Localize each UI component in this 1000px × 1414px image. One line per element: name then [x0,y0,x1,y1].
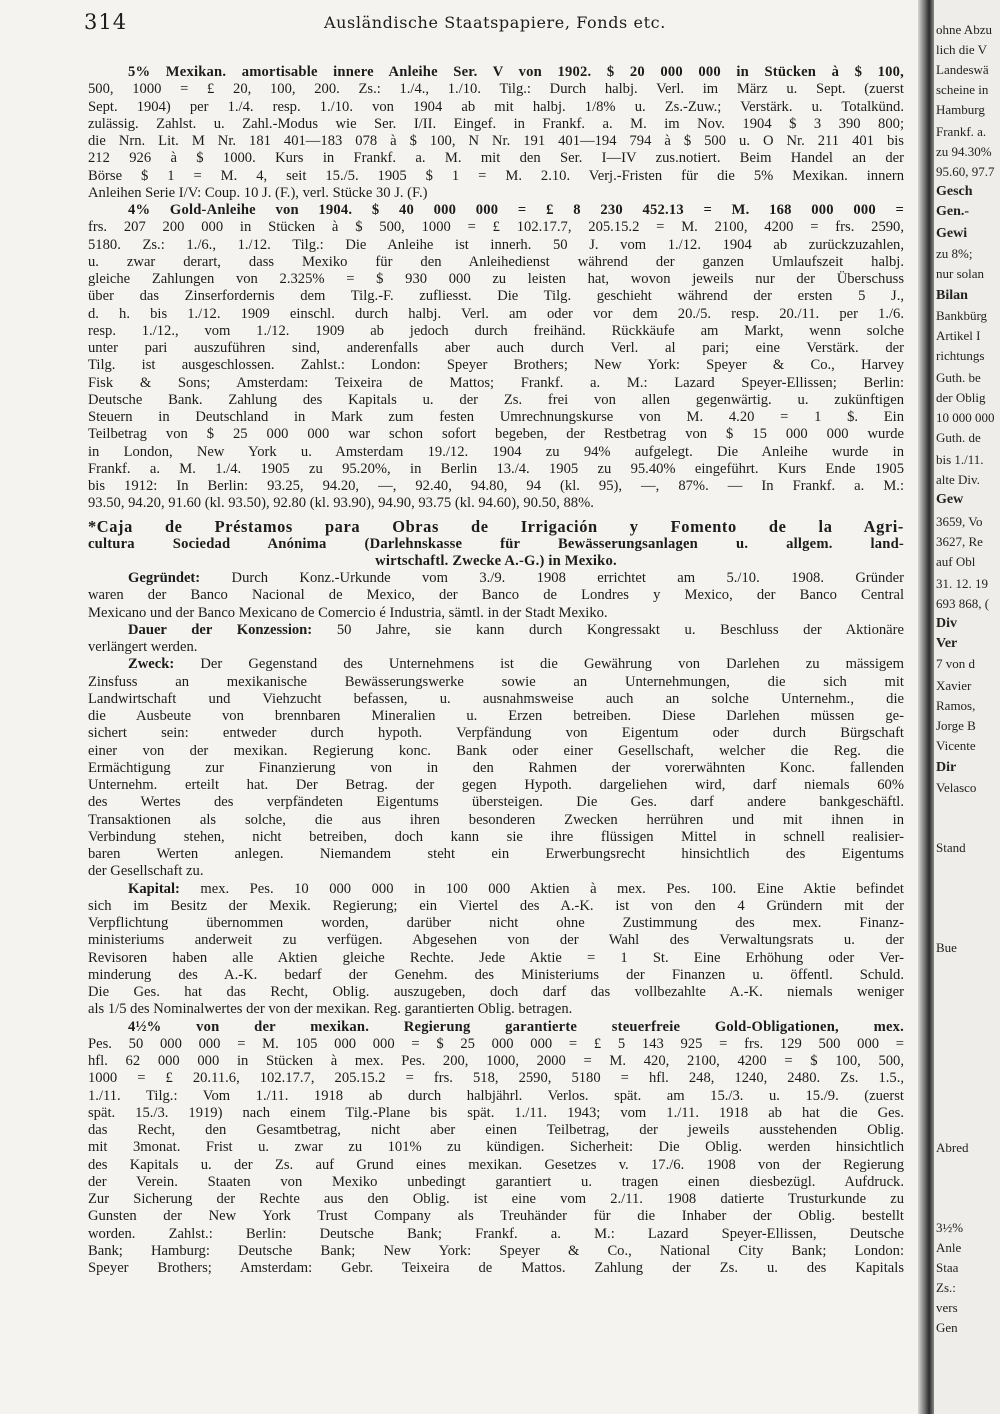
field-label: Zweck: [128,656,175,673]
text-line [88,1105,904,1122]
line-text: der Gesellschaft zu. [88,863,204,880]
text-line [88,1122,904,1139]
line-text: unter pari auszuführen sind, anderenfalls aber auch durch Verl. al pari; eine Verstärk. der [88,340,904,356]
line-text: der Verein. Staaten von Mexiko unbedingt garantiert u. tragen einen diesbezügl. Aufdruck. [88,1173,904,1190]
book-gutter [918,0,934,1414]
line-text: gleiche Zahlungen von 2.325% = $ 930 000 zu leisten hat, wovon jeweils nur der Überschuss [88,271,904,287]
document-body [88,64,904,1277]
line-text: als 1/5 des Nominalwertes der von der mexikan. Reg. garantierten Oblig. betragen. [88,1001,573,1018]
text-line [88,254,904,271]
line-text: Landwirtschaft und Viehzucht befassen, u. ausnahmsweise auch an solche Unternehm., die [88,690,904,707]
adjacent-page-fragment: Bilan [936,288,968,303]
field-label: Dauer der Konzession: [128,621,313,638]
adjacent-page-fragment: Xavier [936,678,972,693]
text-line [88,288,904,305]
adjacent-page-fragment: Jorge B [936,718,976,733]
line-text: Börse $ 1 = M. 4, seit 15./5. 1905 $ 1 = M. 2.10. Verj.-Fristen für die 5% Mexikan. innern [88,167,904,184]
text-line [88,743,904,760]
text-line [88,553,904,570]
line-text: des Wertes des verpfändeten Eigentums übersteigen. Die Ges. darf andere bankgeschäftl. [88,794,904,811]
adjacent-page-fragment: auf Obl [936,554,976,569]
line-text: verlängert werden. [88,639,198,655]
text-line [88,1070,904,1087]
line-text: 93.50, 94.20, 91.60 (kl. 93.50), 92.80 (kl. 93.90), 94.90, 93.75 (kl. 94.60), 90.50, 88%. [88,495,594,512]
adjacent-page-fragment: Ver [936,636,958,651]
text-line [88,1036,904,1053]
text-line [88,168,904,185]
line-text: spät. 15./3. 1919) nach einem Tilg.-Plane bis spät. 1./11. 1943; vom 1./11. 1918 ab hat die Ges. [88,1104,904,1121]
text-line [88,812,904,829]
line-text: Durch Konz.-Urkunde vom 3./9. 1908 errichtet am 5./10. 1908. Gründer [200,570,904,586]
line-text: mit 3monat. Frist u. zwar zu 101% zu kündigen. Sicherheit: Die Oblig. werden hinsichtlich [88,1139,904,1156]
text-line [88,725,904,742]
line-text: Verbindung stehen, nicht betreiben, doch kann sie ihre flüssigen Mittel in schnell realisier- [88,828,904,845]
line-text: sichert sein: entweder durch hypoth. Verpfändung von Eigentum oder durch Bürgschaft [88,725,904,742]
text-line [88,271,904,288]
line-text: Zinsfuss an mexikanische Bewässerungswerke sowie an Unternehmungen, die sich mit [88,673,904,690]
text-line [88,674,904,691]
text-line [88,691,904,708]
line-text: Verpflichtung übernommen worden, darüber nicht ohne Zustimmung des mex. Finanz- [88,915,904,931]
adjacent-page-fragment: Anle [936,1240,962,1255]
line-text: Tilg. ist ausgeschlossen. Zahlst.: London: Speyer Brothers; New York: Speyer & Co., Harvey [88,357,904,374]
adjacent-page-fragment: lich die V [936,42,988,57]
adjacent-page-fragment: der Oblig [936,390,986,405]
line-text: 5% Mexikan. amortisable innere Anleihe Ser. V von 1902. $ 20 000 000 in Stücken à $ 100, [128,64,904,80]
text-line [88,777,904,794]
adjacent-page-fragment: alte Div. [936,472,980,487]
text-line [88,99,904,116]
text-line [88,444,904,461]
line-text: mex. Pes. 10 000 000 in 100 000 Aktien à mex. Pes. 100. Eine Aktie befindet [179,880,904,897]
adjacent-page-edge [934,0,1000,1414]
line-text: *Caja de Préstamos para Obras de Irrigación y Fomento de la Agri- [88,516,904,536]
adjacent-page-fragment: 3½% [936,1220,964,1235]
text-line [88,708,904,725]
adjacent-page-fragment: Frankf. a. [936,124,987,139]
line-text: 1./11. Tilg.: Vom 1./11. 1918 ab durch halbjährl. Verlos. spät. am 15./3. u. 15./9. (zuerst [88,1087,904,1104]
line-text: Gunsten der New York Trust Company als Treuhänder für die Inhaber der Oblig. bestellt [88,1208,904,1225]
text-line [88,829,904,846]
text-line [88,950,904,967]
line-text: Teilbetrag von $ 25 000 000 war schon sofort begeben, der Restbetrag von $ 15 000 000 wurde [88,426,904,443]
text-line [88,846,904,863]
text-line [88,478,904,495]
line-text: 1000 = £ 20.11.6, 102.17.7, 205.15.2 = frs. 518, 2590, 5180 = hfl. 248, 1240, 2480. Zs. 1.5., [88,1070,904,1087]
text-line [88,185,904,202]
line-text: hfl. 62 000 000 in Stücken à mex. Pes. 200, 1000, 2000 = M. 420, 2100, 4200 = $ 100, 500, [88,1053,904,1069]
text-line [88,932,904,949]
line-text: 50 Jahre, sie kann durch Kongressakt u. Beschluss der Aktionäre [312,621,904,638]
adjacent-page-fragment: Guth. de [936,430,981,445]
line-text: Pes. 50 000 000 = M. 105 000 000 = $ 25 000 000 = £ 5 143 925 = frs. 129 500 000 = [88,1035,904,1052]
adjacent-page-fragment: 7 von d [936,656,975,671]
adjacent-page-fragment: 3627, Re [936,534,983,549]
text-line [88,133,904,150]
text-line [88,967,904,984]
adjacent-page-fragment: richtungs [936,348,985,363]
line-text: Unternehm. erteilt hat. Der Betrag. der gegen Hypoth. dargeliehen wird, darf niemals 60% [88,777,904,793]
adjacent-page-fragment: bis 1./11. [936,452,984,467]
text-line [88,392,904,409]
text-line [88,1139,904,1156]
field-label: Kapital: [128,880,180,897]
adjacent-page-fragment: Velasco [936,780,977,795]
text-line [88,323,904,340]
adjacent-page-fragment: Artikel I [936,328,981,343]
text-line [88,1226,904,1243]
line-text: Steuern in Deutschland in Mark zum festen Umrechnungskurse von M. 4.20 = 1 $. Ein [88,409,904,425]
text-line [88,1243,904,1260]
text-line [88,426,904,443]
line-text: 5180. Zs.: 1./6., 1./12. Tilg.: Die Anleihe ist innerh. 50 J. vom 1./12. 1904 ab zurückzuzahlen, [88,236,904,253]
line-text: des Kapitals u. der Zs. auf Grund eines mexikan. Gesetzes v. 17./6. 1908 von der Regierung [88,1156,904,1173]
text-line [88,461,904,478]
adjacent-page-fragment: Gewi [936,226,968,241]
text-line [88,64,904,81]
adjacent-page-fragment: Bankbürg [936,308,988,323]
adjacent-page-fragment: Stand [936,840,966,855]
adjacent-page-fragment: 693 868, ( [936,596,990,611]
text-line [88,898,904,915]
adjacent-page-fragment: Staa [936,1260,959,1275]
line-text: d. h. bis 1./12. 1909 einschl. durch halbj. Verl. am oder vor dem 20./5. resp. 20./11. per 1./6. [88,305,904,322]
line-text: in London, New York u. Amsterdam 19./12. 1904 zu 94% aufgelegt. Die Anleihe wurde in [88,443,904,460]
line-text: Speyer Brothers; Amsterdam: Gebr. Teixeira de Mattos. Zahlung der Zs. u. des Kapitals [88,1260,904,1276]
text-line [88,794,904,811]
line-text: bis 1912: In Berlin: 93.25, 94.20, —, 92.40, 94.80, 94 (kl. 95), —, 87%. — In Frankf. a. M.: [88,478,904,494]
adjacent-page-fragment: 95.60, 97.7 [936,164,995,179]
line-text: Mexicano und der Banco Mexicano de Comercio é Industria, sämtl. in der Stadt Mexiko. [88,604,608,621]
line-text: u. zwar derart, dass Mexiko für den Anleihedienst während der ganzen Umlaufszeit halbj. [88,253,904,270]
line-text: 212 926 à $ 1000. Kurs in Frankf. a. M. mit den Ser. I—IV zus.notiert. Beim Handel an der [88,150,904,167]
line-text: Frankf. a. M. 1./4. 1905 zu 95.20%, in Berlin 13./4. 1905 zu 95.40% eingeführt. Kurs Ende 1905 [88,460,904,477]
adjacent-page-fragment: Gesch [936,184,973,199]
adjacent-page-fragment: 31. 12. 19 [936,576,988,591]
line-text: Bank; Hamburg: Deutsche Bank; New York: Speyer & Co., National City Bank; London: [88,1242,904,1259]
adjacent-page-fragment: zu 8%; [936,246,973,261]
text-line [88,116,904,133]
page-header [84,10,914,40]
text-line [88,1260,904,1277]
adjacent-page-fragment: Hamburg [936,102,985,117]
adjacent-page-fragment: scheine in [936,82,989,97]
line-text: Anleihen Serie I/V: Coup. 10 J. (F.), verl. Stücke 30 J. (F.) [88,184,428,201]
adjacent-page-fragment: zu 94.30% [936,144,992,159]
adjacent-page-fragment: Gen [936,1320,958,1335]
line-text: Die Ges. hat das Recht, Oblig. auszugeben, doch darf das vollbezahlte A.-K. niemals weniger [88,984,904,1000]
text-line [88,1053,904,1070]
text-line [88,306,904,323]
line-text: Zur Sicherung der Rechte aus den Oblig. ist eine vom 2./11. 1908 datierte Trusturkunde zu [88,1191,904,1207]
line-text: 500, 1000 = £ 20, 100, 200. Zs.: 1./4., 1./10. Tilg.: Durch halbj. Verl. im März u. Sept. (zuerst [88,81,904,98]
text-line [88,1191,904,1208]
line-text: Deutsche Bank. Zahlung des Kapitals u. der Zs. frei von allen gegenwärtig. u. zukünftigen [88,391,904,408]
text-line [88,1208,904,1225]
line-text: 4% Gold-Anleihe von 1904. $ 40 000 000 = £ 8 230 452.13 = M. 168 000 000 = [128,202,904,218]
line-text: über das Zinserfordernis dem Tilg.-F. zufliesst. Die Tilg. geschieht während der ersten 5 J., [88,288,904,305]
text-line [88,1157,904,1174]
adjacent-page-fragment: Div [936,616,957,631]
line-text: Revisoren haben alle Aktien gleiche Rechte. Jede Aktie = 1 St. Eine Erhöhung oder Ver- [88,949,904,966]
text-line [88,656,904,673]
adjacent-page-fragment: Vicente [936,738,976,753]
line-text: cultura Sociedad Anónima (Darlehnskasse für Bewässerungsanlagen u. allgem. land- [88,535,904,552]
text-line [88,881,904,898]
adjacent-page-fragment: ohne Abzu [936,22,992,37]
line-text: worden. Zahlst.: Berlin: Deutsche Bank; Frankf. a. M.: Lazard Speyer-Ellissen, Deutsche [88,1225,904,1242]
line-text: Sept. 1904) per 1./4. resp. 1./10. von 1904 ab mit halbj. 1/8% u. Zs.-Zuw.; Verstärk. u. Totalkünd. [88,98,904,115]
text-line [88,605,904,622]
line-text: die Nrn. Lit. M Nr. 181 401—183 078 à $ 100, N Nr. 191 401—194 794 à $ 500 u. O Nr. 211 401 bis [88,133,904,149]
adjacent-page-fragment: Gew [936,492,964,507]
text-line [88,202,904,219]
line-text: sich im Besitz der Mexik. Regierung; ein Viertel des A.-K. ist von den 4 Gründern mit der [88,897,904,914]
text-line [88,150,904,167]
adjacent-page-fragment: vers [936,1300,958,1315]
adjacent-page-fragment: Abred [936,1140,969,1155]
adjacent-page-fragment: Landeswä [936,62,989,77]
field-label: Gegründet: [128,570,201,586]
text-line [88,536,904,553]
line-text: Ermächtigung zur Finanzierung von in den Rahmen der vorerwähnten Konc. fallenden [88,759,904,776]
text-line [88,517,904,536]
adjacent-page-fragment: Zs.: [936,1280,956,1295]
adjacent-page-fragment: Gen.- [936,204,970,219]
line-text: wirtschaftl. Zwecke A.-G.) in Mexiko. [375,552,617,569]
line-text: ministeriums anderweit zu verfügen. Abgesehen von der Wahl des Verwaltungsrats u. der [88,932,904,949]
adjacent-page-fragment: Dir [936,760,957,775]
text-line [88,1174,904,1191]
text-line [88,357,904,374]
adjacent-page-fragment: nur solan [936,266,985,281]
adjacent-page-fragment: Guth. be [936,370,981,385]
text-line [88,1001,904,1018]
line-text: Der Gegenstand des Unternehmens ist die Gewährung von Darlehen zu mässigem [174,656,904,673]
running-head: Ausländische Staatspapiere, Fonds etc. [324,13,666,32]
text-line [88,81,904,98]
text-line [88,1088,904,1105]
line-text: zulässig. Zahlst. u. Zahl.-Modus wie Ser. I/II. Eingef. in Frankf. a. M. im Nov. 1904 $ 3 390 800; [88,115,904,132]
line-text: 4½% von der mexikan. Regierung garantierte steuerfreie Gold-Obligationen, mex. [128,1018,904,1035]
line-text: baren Werten anlegen. Niemandem steht ein Erwerbungsrecht hinsichtlich des Eigentums [88,846,904,862]
text-line [88,570,904,587]
text-line [88,760,904,777]
adjacent-page-fragment: 3659, Vo [936,514,983,529]
line-text: Fisk & Sons; Amsterdam: Teixeira de Mattos; Frankf. a. M.: Lazard Speyer-Ellissen; Berlin: [88,374,904,391]
line-text: frs. 207 200 000 in Stücken à $ 500, 1000 = £ 102.17.7, 205.15.2 = M. 2100, 4200 = frs. 2590, [88,219,904,236]
line-text: die Ausbeute von brennbaren Mineralien u. Erzen betreiben. Diese Darlehen müssen ge- [88,708,904,724]
line-text: waren der Banco Nacional de Mexico, der Banco de Londres y Mexico, der Banco Central [88,587,904,604]
text-line [88,915,904,932]
text-line [88,495,904,512]
text-line [88,375,904,392]
page-number: 314 [84,10,128,34]
text-line [88,340,904,357]
line-text: einer von der mexikan. Regierung konc. Bank oder einer Gesellschaft, welcher die Reg. die [88,742,904,759]
adjacent-page-fragment: Ramos, [936,698,976,713]
text-line [88,984,904,1001]
line-text: Transaktionen als solche, die aus ihren besonderen Zwecken herrühren und mit ihnen in [88,811,904,828]
text-line [88,1019,904,1036]
text-line [88,622,904,639]
adjacent-page-fragment: 10 000 000 [936,410,995,425]
text-line [88,409,904,426]
text-line [88,639,904,656]
line-text: das Recht, den Gesamtbetrag, nicht aber einen Teilbetrag, der jeweils ausstehenden Oblig. [88,1122,904,1138]
line-text: resp. 1./12., vom 1./12. 1909 ab jedoch durch freihänd. Rückkäufe am Markt, wenn solche [88,322,904,339]
line-text: minderung des A.-K. bedarf der Genehm. des Ministeriums der Finanzen u. öffentl. Schuld. [88,966,904,983]
text-line [88,237,904,254]
text-line [88,219,904,236]
adjacent-page-fragment: Bue [936,940,957,955]
text-line [88,863,904,880]
text-line [88,587,904,604]
